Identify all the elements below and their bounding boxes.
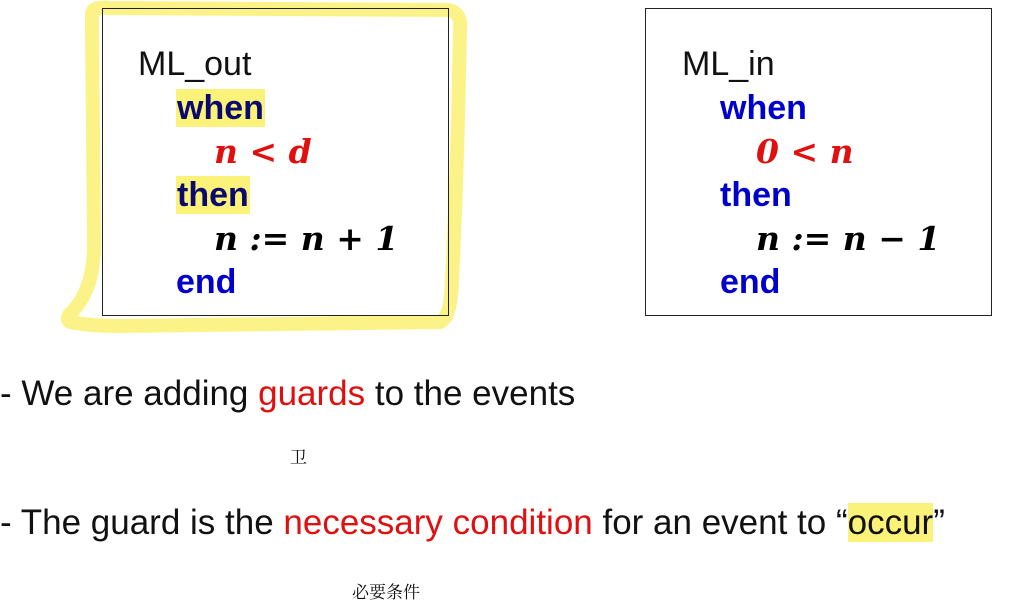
ml-in-guard: 0 < n [756,132,854,171]
bullet1-text-post: to the events [365,374,576,413]
bullet1-handwritten-note: 卫 [290,448,307,468]
ml-out-when-keyword: when [177,89,264,127]
ml-in-action: n := n − 1 [756,219,941,258]
ml-out-then-keyword: then [177,176,249,214]
ml-in-when-keyword: when [720,89,807,127]
bullet2-text-pre: The guard is the [20,503,284,542]
ml-in-end-keyword: end [720,263,781,301]
bullet-marker: - [0,374,12,413]
bullet1-guards-term: guards [258,374,366,413]
bullet-marker: - [0,503,12,542]
bullet2-necessary-condition-term: necessary condition [283,503,593,542]
ml-out-name: ML_out [138,45,252,83]
bullet1-text-pre: We are adding [21,374,259,413]
ml-out-guard: n < d [214,132,312,171]
ml-out-action: n := n + 1 [214,219,399,258]
bullet-necessary-condition [0,503,945,543]
bullet-guards [0,374,575,414]
bullet2-occur-term: occur [847,503,934,542]
bullet2-handwritten-note: 必要条件 [352,583,420,603]
ml-in-then-keyword: then [720,176,792,214]
bullet2-text-post: ” [933,503,945,542]
ml-out-end-keyword: end [176,263,237,301]
bullet2-text-mid: for an event to “ [592,503,848,542]
ml-in-name: ML_in [682,45,775,83]
